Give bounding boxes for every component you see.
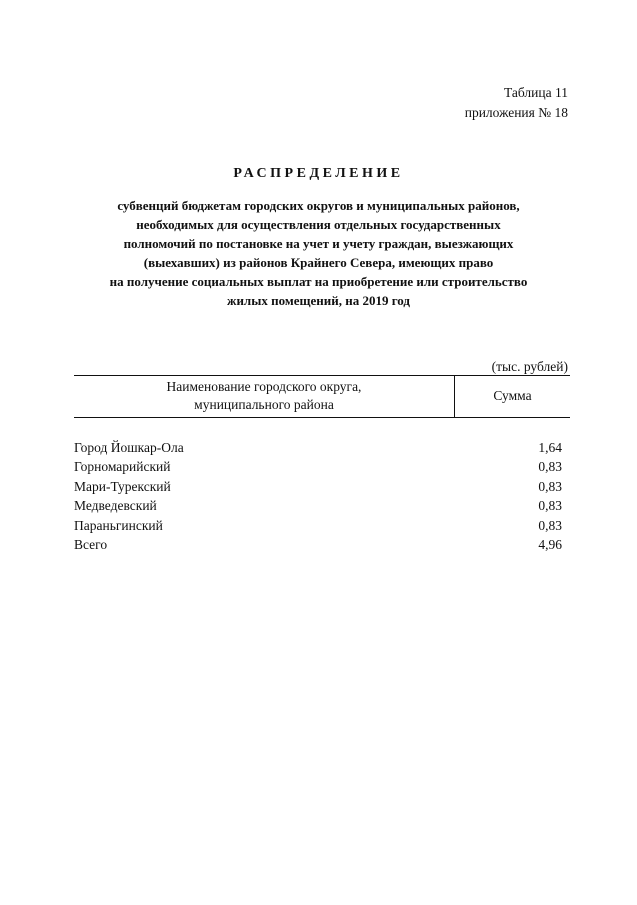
subtitle-line: (выехавших) из районов Крайнего Севера, имеющих право [143, 255, 494, 270]
subtitle-line: на получение социальных выплат на приобретение или строительство [109, 274, 528, 289]
table-row [74, 457, 570, 476]
row-sum: 0,83 [538, 459, 562, 475]
subtitle-line: необходимых для осуществления отдельных государственных [136, 217, 501, 232]
document-subtitle [60, 196, 577, 310]
document-heading: РАСПРЕДЕЛЕНИЕ [233, 166, 404, 181]
column-header-name [74, 376, 455, 418]
table-number: Таблица 11 [504, 85, 568, 100]
total-row [74, 535, 570, 554]
row-name: Город Йошкар-Ола [74, 440, 184, 455]
row-name: Параньгинский [74, 517, 163, 533]
row-name: Мари-Турекский [74, 478, 171, 494]
row-name: Всего [74, 537, 108, 553]
table-header [74, 376, 570, 418]
row-sum: 4,96 [538, 537, 562, 553]
subtitle-line: полномочий по постановке на учет и учету граждан, выезжающих [123, 236, 514, 251]
table-body [74, 418, 570, 555]
subtitle-line: субвенций бюджетам городских округов и муниципальных районов, [117, 198, 520, 213]
table-reference [465, 83, 568, 123]
table-row [74, 516, 570, 535]
appendix-number: приложения № 18 [464, 105, 568, 120]
row-sum: 0,83 [538, 517, 562, 533]
row-sum: 1,64 [538, 440, 562, 455]
distribution-table-container [74, 375, 570, 554]
column-header-name-line2: муниципального района [194, 397, 334, 412]
spacer-row [74, 418, 570, 439]
row-name: Горномарийский [74, 459, 171, 475]
row-sum: 0,83 [538, 478, 562, 494]
table-row [74, 477, 570, 496]
column-header-name-line1: Наименование городского округа, [166, 379, 362, 394]
header-row [74, 376, 570, 418]
subtitle-line: жилых помещений, на 2019 год [227, 293, 410, 308]
units-label: (тыс. рублей) [491, 359, 568, 374]
column-header-sum: Сумма [455, 376, 571, 418]
table-row [74, 496, 570, 515]
distribution-table [74, 375, 570, 554]
row-sum: 0,83 [538, 498, 562, 514]
table-row [74, 438, 570, 457]
row-name: Медведевский [74, 498, 157, 514]
